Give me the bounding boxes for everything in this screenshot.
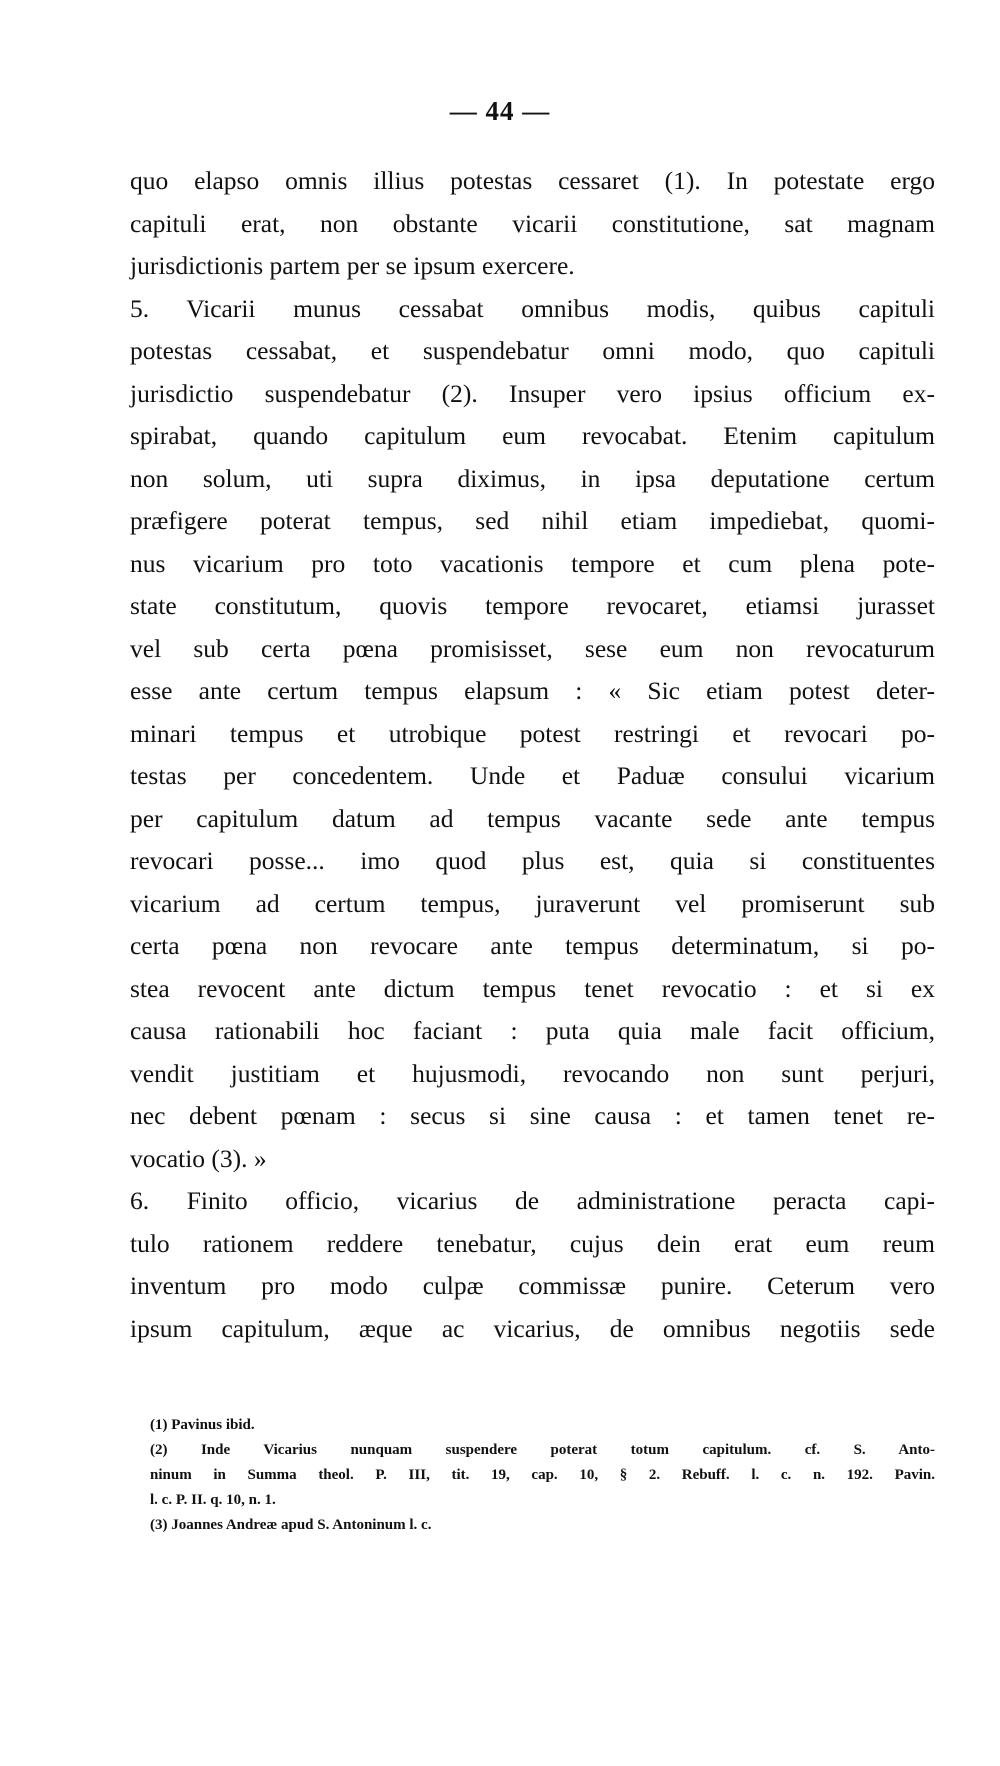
text-line: causa rationabili hoc faciant : puta quia male facit officium, — [130, 1016, 935, 1045]
text-line: tulo rationem reddere tenebatur, cujus dein erat eum reum — [130, 1228, 935, 1258]
text-line: esse ante certum tempus elapsum : « Sic etiam potest deter- — [130, 676, 935, 705]
text-line: 5. Vicarii munus cessabat omnibus modis, quibus capituli — [130, 293, 935, 323]
text-line: per capitulum datum ad tempus vacante sede ante tempus — [130, 803, 935, 833]
text-line: præfigere poterat tempus, sed nihil etiam impediebat, quomi- — [130, 506, 935, 535]
text-line: potestas cessabat, et suspendebatur omni modo, quo capituli — [130, 336, 935, 365]
text-line: testas per concedentem. Unde et Paduæ consului vicarium — [130, 761, 935, 790]
text-line: jurisdictio suspendebatur (2). Insuper vero ipsius officium ex- — [130, 378, 935, 408]
text-line: nus vicarium pro toto vacationis tempore et cum plena pote- — [130, 548, 935, 578]
text-line: state constitutum, quovis tempore revocaret, etiamsi jurasset — [130, 591, 935, 620]
footnote-line: (2) Inde Vicarius nunquam suspendere poterat totum capitulum. cf. S. Anto- — [150, 1442, 935, 1458]
text-line: minari tempus et utrobique potest restringi et revocari po- — [130, 718, 935, 748]
text-line: certa pœna non revocare ante tempus determinatum, si po- — [130, 931, 935, 960]
text-line: capituli erat, non obstante vicarii constitutione, sat magnam — [130, 208, 935, 238]
text-line: 6. Finito officio, vicarius de administratione peracta capi- — [130, 1186, 935, 1215]
page-number: — 44 — — [449, 96, 551, 126]
text-line: vicarium ad certum tempus, juraverunt vel promiserunt sub — [130, 888, 935, 918]
text-line: stea revocent ante dictum tempus tenet revocatio : et si ex — [130, 973, 935, 1003]
text-line: spirabat, quando capitulum eum revocabat. Etenim capitulum — [130, 421, 935, 450]
body-text — [130, 160, 935, 1350]
text-line: inventum pro modo culpæ commissæ punire. Ceterum vero — [130, 1271, 935, 1300]
footnote-line: l. c. P. II. q. 10, n. 1. — [150, 1492, 276, 1508]
text-line: revocari posse... imo quod plus est, quia si constituentes — [130, 846, 935, 875]
text-line: vel sub certa pœna promisisset, sese eum non revocaturum — [130, 633, 935, 663]
text-line: non solum, uti supra diximus, in ipsa deputatione certum — [130, 463, 935, 493]
text-line: nec debent pœnam : secus si sine causa : et tamen tenet re- — [130, 1101, 935, 1130]
footnote-line: ninum in Summa theol. P. III, tit. 19, cap. 10, § 2. Rebuff. l. c. n. 192. Pavin. — [150, 1467, 935, 1483]
text-line: vendit justitiam et hujusmodi, revocando non sunt perjuri, — [130, 1058, 935, 1088]
footnotes — [150, 1413, 935, 1538]
text-line: vocatio (3). » — [130, 1143, 267, 1173]
text-line: ipsum capitulum, æque ac vicarius, de omnibus negotiis sede — [130, 1313, 935, 1343]
footnote-line: (1) Pavinus ibid. — [150, 1417, 255, 1433]
footnote-line: (3) Joannes Andreæ apud S. Antoninum l. c. — [150, 1517, 432, 1533]
text-line: jurisdictionis partem per se ipsum exercere. — [130, 251, 575, 280]
text-line: quo elapso omnis illius potestas cessaret (1). In potestate ergo — [130, 166, 935, 195]
